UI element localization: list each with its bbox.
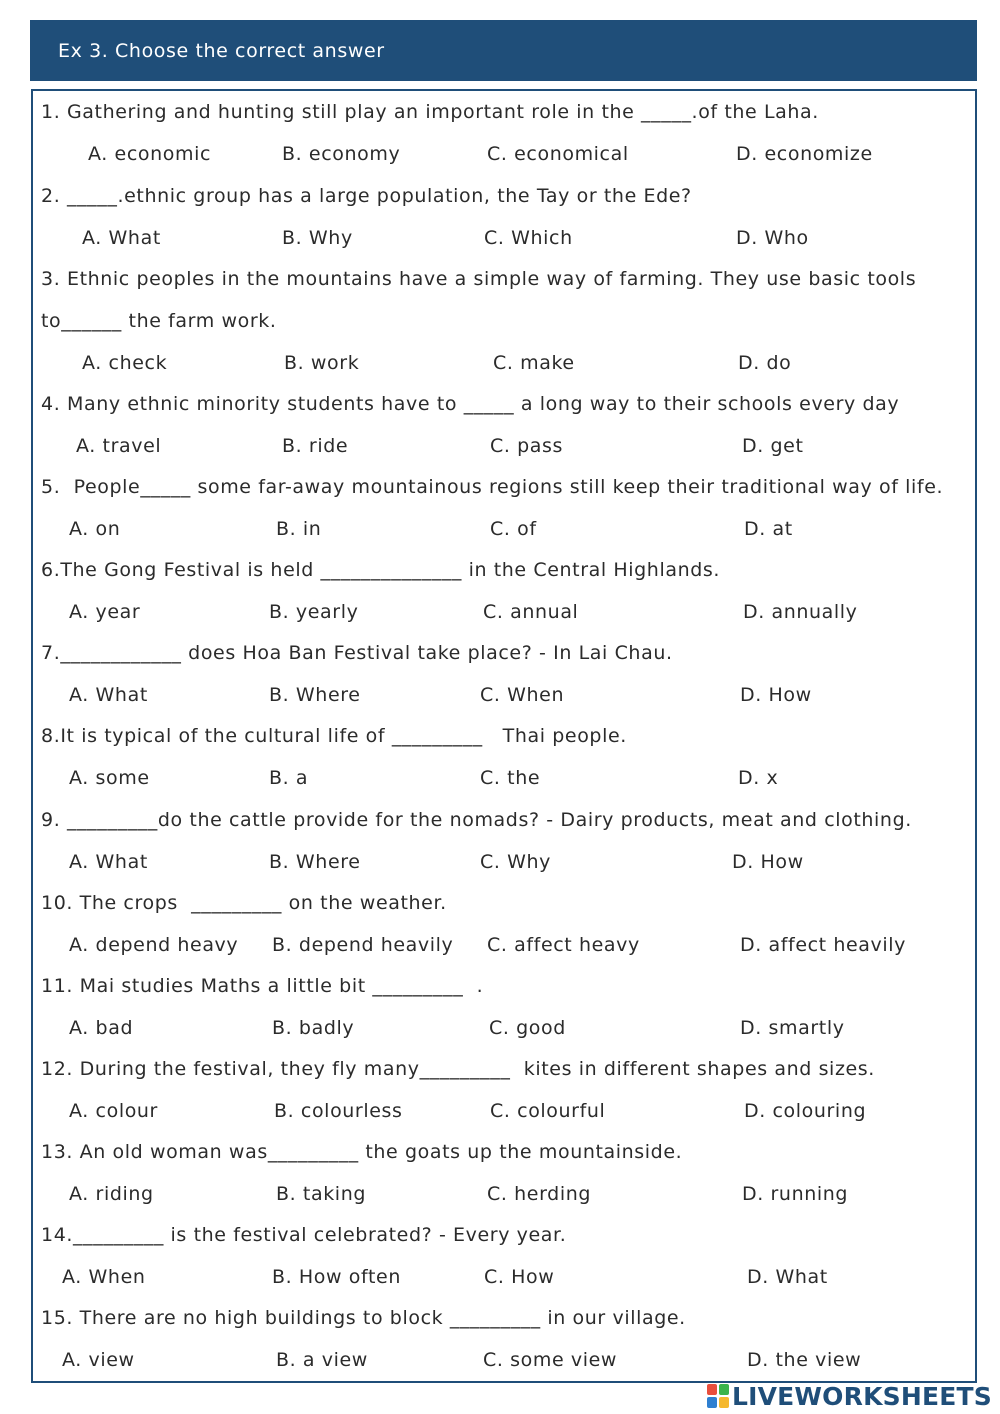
question-5-option-a[interactable]: A. on <box>69 518 121 540</box>
question-11-option-a[interactable]: A. bad <box>69 1017 134 1039</box>
question-1-option-c[interactable]: C. economical <box>487 143 629 165</box>
question-4-option-c[interactable]: C. pass <box>490 435 564 457</box>
question-9-text: 9. _________do the cattle provide for the nomads? - Dairy products, meat and clothing. <box>41 809 912 831</box>
question-8-option-a[interactable]: A. some <box>69 767 150 789</box>
question-8-option-b[interactable]: B. a <box>269 767 309 789</box>
exercise-header <box>30 20 977 81</box>
question-1-option-a[interactable]: A. economic <box>88 143 212 165</box>
question-12-option-b[interactable]: B. colourless <box>274 1100 403 1122</box>
question-4-option-a[interactable]: A. travel <box>76 435 162 457</box>
question-15-option-b[interactable]: B. a view <box>276 1349 368 1371</box>
question-3-option-b[interactable]: B. work <box>284 352 360 374</box>
question-14-option-a[interactable]: A. When <box>62 1266 146 1288</box>
question-13-option-c[interactable]: C. herding <box>487 1183 591 1205</box>
question-5-text: 5. People_____ some far-away mountainous regions still keep their traditional way of life. <box>41 476 944 498</box>
question-10-text: 10. The crops _________ on the weather. <box>41 892 447 914</box>
question-14-option-c[interactable]: C. How <box>484 1266 555 1288</box>
question-9-option-d[interactable]: D. How <box>732 851 804 873</box>
question-1-option-b[interactable]: B. economy <box>282 143 401 165</box>
question-8-text: 8.It is typical of the cultural life of _________ Thai people. <box>41 725 627 747</box>
question-15-text: 15. There are no high buildings to block _________ in our village. <box>41 1307 686 1329</box>
question-3-option-c[interactable]: C. make <box>493 352 575 374</box>
question-6-option-c[interactable]: C. annual <box>483 601 579 623</box>
question-10-option-a[interactable]: A. depend heavy <box>69 934 239 956</box>
question-1-option-d[interactable]: D. economize <box>736 143 873 165</box>
question-7-text: 7.____________ does Hoa Ban Festival take place? - In Lai Chau. <box>41 642 673 664</box>
question-8-option-d[interactable]: D. x <box>738 767 779 789</box>
question-1-text: 1. Gathering and hunting still play an important role in the _____.of the Laha. <box>41 101 819 123</box>
question-6-option-b[interactable]: B. yearly <box>269 601 359 623</box>
question-3-option-a[interactable]: A. check <box>82 352 168 374</box>
question-14-option-b[interactable]: B. How often <box>272 1266 401 1288</box>
exercise-title: Ex 3. Choose the correct answer <box>58 39 385 62</box>
logo-mark-icon <box>707 1384 729 1408</box>
question-2-option-c[interactable]: C. Which <box>484 227 573 249</box>
question-3-option-d[interactable]: D. do <box>738 352 792 374</box>
question-2-option-a[interactable]: A. What <box>82 227 161 249</box>
question-5-option-b[interactable]: B. in <box>276 518 322 540</box>
question-10-option-b[interactable]: B. depend heavily <box>272 934 454 956</box>
question-2-option-b[interactable]: B. Why <box>282 227 353 249</box>
question-3-text-line-2: to______ the farm work. <box>41 310 277 332</box>
question-2-option-d[interactable]: D. Who <box>736 227 809 249</box>
question-15-option-a[interactable]: A. view <box>62 1349 135 1371</box>
question-7-option-b[interactable]: B. Where <box>269 684 361 706</box>
question-9-option-a[interactable]: A. What <box>69 851 148 873</box>
question-11-text: 11. Mai studies Maths a little bit _________ . <box>41 975 484 997</box>
question-10-option-d[interactable]: D. affect heavily <box>740 934 906 956</box>
question-9-option-b[interactable]: B. Where <box>269 851 361 873</box>
question-7-option-a[interactable]: A. What <box>69 684 148 706</box>
question-12-option-a[interactable]: A. colour <box>69 1100 158 1122</box>
question-11-option-c[interactable]: C. good <box>489 1017 566 1039</box>
question-5-option-d[interactable]: D. at <box>744 518 793 540</box>
question-11-option-b[interactable]: B. badly <box>272 1017 355 1039</box>
question-9-option-c[interactable]: C. Why <box>480 851 552 873</box>
question-13-option-b[interactable]: B. taking <box>276 1183 366 1205</box>
question-6-option-a[interactable]: A. year <box>69 601 141 623</box>
question-12-text: 12. During the festival, they fly many_________ kites in different shapes and sizes. <box>41 1058 875 1080</box>
question-2-text: 2. _____.ethnic group has a large population, the Tay or the Ede? <box>41 185 692 207</box>
question-12-option-c[interactable]: C. colourful <box>490 1100 606 1122</box>
question-13-option-a[interactable]: A. riding <box>69 1183 154 1205</box>
question-4-text: 4. Many ethnic minority students have to _____ a long way to their schools every day <box>41 393 900 415</box>
question-7-option-c[interactable]: C. When <box>480 684 565 706</box>
question-4-option-b[interactable]: B. ride <box>282 435 349 457</box>
question-7-option-d[interactable]: D. How <box>740 684 812 706</box>
question-11-option-d[interactable]: D. smartly <box>740 1017 845 1039</box>
logo-text: LIVEWORKSHEETS <box>731 1381 992 1411</box>
question-6-option-d[interactable]: D. annually <box>743 601 858 623</box>
question-10-option-c[interactable]: C. affect heavy <box>487 934 640 956</box>
question-14-option-d[interactable]: D. What <box>747 1266 828 1288</box>
question-5-option-c[interactable]: C. of <box>490 518 537 540</box>
liveworksheets-logo <box>707 1382 992 1410</box>
question-8-option-c[interactable]: C. the <box>480 767 541 789</box>
question-3-text: 3. Ethnic peoples in the mountains have a simple way of farming. They use basic tools <box>41 268 917 290</box>
question-6-text: 6.The Gong Festival is held ______________ in the Central Highlands. <box>41 559 721 581</box>
question-13-option-d[interactable]: D. running <box>742 1183 849 1205</box>
question-15-option-c[interactable]: C. some view <box>483 1349 618 1371</box>
question-14-text: 14._________ is the festival celebrated? - Every year. <box>41 1224 567 1246</box>
question-13-text: 13. An old woman was_________ the goats up the mountainside. <box>41 1141 683 1163</box>
question-12-option-d[interactable]: D. colouring <box>744 1100 867 1122</box>
question-15-option-d[interactable]: D. the view <box>747 1349 862 1371</box>
question-4-option-d[interactable]: D. get <box>742 435 804 457</box>
